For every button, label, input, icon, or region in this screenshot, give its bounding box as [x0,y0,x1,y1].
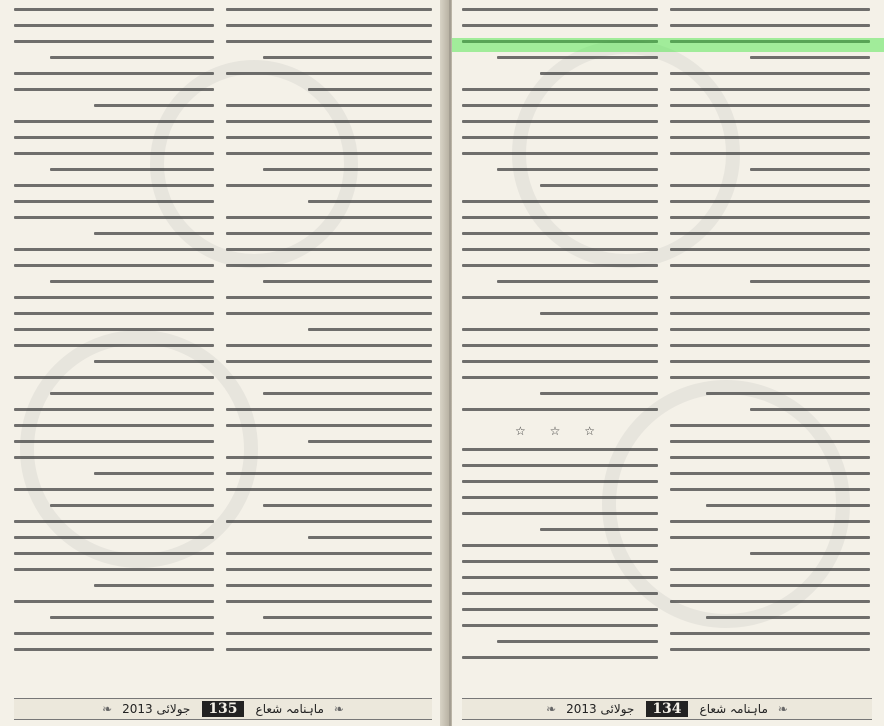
text-line [462,592,658,595]
text-line [226,24,432,27]
text-line [462,464,658,467]
ornament-icon: ❧ [777,702,788,716]
text-line [308,440,432,443]
text-line [462,560,658,563]
text-line [750,408,870,411]
text-line [14,8,214,11]
text-line [540,184,658,187]
text-line [14,296,214,299]
left-page-column-right [226,8,432,692]
text-line [14,72,214,75]
text-line [670,344,870,347]
issue-date: جولائی 2013 [122,702,191,716]
text-line [670,600,870,603]
text-line [14,152,214,155]
text-line [497,280,658,283]
text-line [670,296,870,299]
text-line [14,456,214,459]
text-line [226,120,432,123]
text-line [706,616,870,619]
text-lines [14,8,214,651]
text-line [750,280,870,283]
text-line [226,584,432,587]
text-line [462,344,658,347]
text-line [670,440,870,443]
text-line [14,424,214,427]
text-line [462,360,658,363]
text-line [226,568,432,571]
text-line [50,56,214,59]
text-line [226,8,432,11]
text-line [462,576,658,579]
text-line [14,120,214,123]
text-line [462,656,658,659]
text-line [226,344,432,347]
text-line [670,8,870,11]
text-line [670,200,870,203]
text-line [670,72,870,75]
text-line [308,536,432,539]
text-line [462,544,658,547]
issue-date: جولائی 2013 [566,702,635,716]
page-footer [14,698,432,720]
magazine-name: ماہنامہ شعاع [255,702,324,716]
text-line [462,136,658,139]
text-line [462,512,658,515]
text-line [462,88,658,91]
text-line [462,328,658,331]
text-line [462,104,658,107]
text-line [14,88,214,91]
text-line [670,360,870,363]
text-line [670,328,870,331]
text-line [226,216,432,219]
text-line [263,56,432,59]
text-line [670,216,870,219]
text-line [14,40,214,43]
text-line [226,552,432,555]
text-line [226,456,432,459]
text-line [462,120,658,123]
text-lines [670,8,870,651]
text-line [226,312,432,315]
text-line [226,648,432,651]
magazine-name: ماہنامہ شعاع [699,702,768,716]
page-134 [452,0,884,726]
text-line [670,424,870,427]
text-line [94,232,214,235]
text-line [462,376,658,379]
text-line [670,376,870,379]
text-line [750,56,870,59]
text-line [462,152,658,155]
text-line [14,648,214,651]
text-line [670,472,870,475]
text-line [14,408,214,411]
text-line [462,248,658,251]
text-line [14,552,214,555]
text-line [706,392,870,395]
page-footer [462,698,872,720]
text-line [462,8,658,11]
text-line [462,264,658,267]
text-line [226,184,432,187]
ornament-icon: ❧ [333,702,344,716]
text-line [14,216,214,219]
text-line [670,648,870,651]
text-line [670,264,870,267]
text-line [540,392,658,395]
text-line [14,632,214,635]
text-line [14,312,214,315]
text-line [670,120,870,123]
text-line [670,520,870,523]
text-line [226,232,432,235]
text-line [462,480,658,483]
text-line [14,600,214,603]
text-line [540,528,658,531]
text-line [462,496,658,499]
text-line [226,296,432,299]
text-line [14,24,214,27]
text-line [14,568,214,571]
text-line [50,504,214,507]
text-line [670,248,870,251]
text-line [462,448,658,451]
text-line [226,488,432,491]
text-line [226,632,432,635]
text-line [226,264,432,267]
text-line [670,536,870,539]
text-line [14,440,214,443]
text-line [14,184,214,187]
page-number: 134 [646,701,687,717]
text-line [670,152,870,155]
text-line [670,88,870,91]
text-line [226,40,432,43]
text-line [226,152,432,155]
text-line [670,24,870,27]
ornament-icon: ❧ [546,702,557,716]
text-line [670,568,870,571]
text-line [50,392,214,395]
text-line [50,280,214,283]
text-line [226,136,432,139]
text-line [462,216,658,219]
text-line [50,168,214,171]
text-line [226,600,432,603]
text-line [263,504,432,507]
text-line [14,520,214,523]
text-line [14,488,214,491]
text-line [50,616,214,619]
text-line [226,376,432,379]
text-line [226,104,432,107]
text-line [94,360,214,363]
text-lines [226,8,432,651]
text-line [226,408,432,411]
text-line [226,72,432,75]
text-lines [462,8,658,659]
text-line [308,328,432,331]
text-line [94,104,214,107]
text-line [462,296,658,299]
right-page-column-left [462,8,658,692]
text-line [540,312,658,315]
text-line [263,280,432,283]
text-line [540,72,658,75]
text-line [670,136,870,139]
text-line [670,488,870,491]
text-line [670,232,870,235]
left-page-column-left [14,8,214,692]
text-line [14,376,214,379]
text-line [308,88,432,91]
text-line [226,424,432,427]
text-line [14,136,214,139]
text-line [226,360,432,363]
text-line [497,168,658,171]
text-line [706,504,870,507]
text-line [670,104,870,107]
text-line [462,24,658,27]
text-line [462,608,658,611]
text-line [670,584,870,587]
text-line [263,392,432,395]
text-highlight [452,38,884,52]
text-line [226,248,432,251]
text-line [462,232,658,235]
text-line [462,624,658,627]
text-line [750,168,870,171]
text-line [670,632,870,635]
text-line [14,344,214,347]
text-line [308,200,432,203]
text-line [670,184,870,187]
text-line [462,408,658,411]
text-line [14,248,214,251]
text-line [14,328,214,331]
section-separator: ☆ ☆ ☆ [515,424,605,438]
text-line [226,520,432,523]
text-line [462,200,658,203]
text-line [14,200,214,203]
text-line [94,472,214,475]
text-line [14,536,214,539]
text-line [14,264,214,267]
text-line [670,456,870,459]
right-page-column-right [670,8,870,692]
text-line [226,472,432,475]
text-line [263,168,432,171]
text-line [497,56,658,59]
ornament-icon: ❧ [102,702,113,716]
text-line [750,552,870,555]
text-line [497,640,658,643]
text-line [670,312,870,315]
text-line [94,584,214,587]
text-line [263,616,432,619]
page-number: 135 [202,701,243,717]
